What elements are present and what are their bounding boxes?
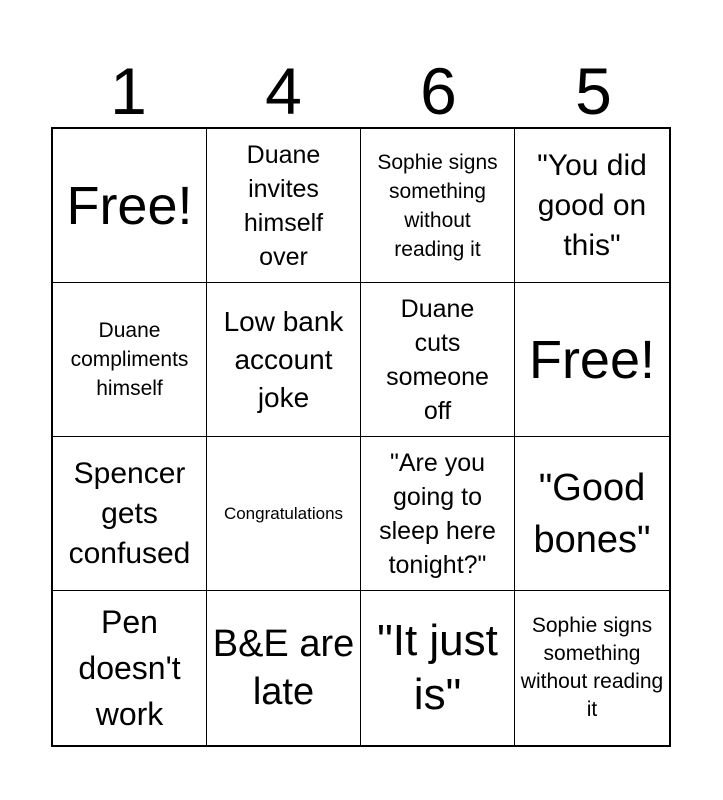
bingo-cell-r2c4[interactable] <box>515 283 669 437</box>
header-number-4: 5 <box>575 54 612 128</box>
bingo-cell-r1c4[interactable] <box>515 129 669 283</box>
cell-text: Spencer gets confused <box>68 456 191 570</box>
cell-text: Sophie signs something without reading it <box>377 150 498 261</box>
bingo-board <box>51 127 671 747</box>
bingo-cell-r3c1[interactable] <box>53 437 207 591</box>
cell-text: Duane cuts someone off <box>386 294 489 425</box>
cell-text: Sophie signs something without reading it <box>520 614 664 721</box>
bingo-cell-r4c2[interactable] <box>207 591 361 745</box>
cell-text: "It just is" <box>377 616 498 719</box>
bingo-cell-r3c4[interactable] <box>515 437 669 591</box>
cell-text: Duane compliments himself <box>70 319 189 400</box>
bingo-cell-r3c3[interactable] <box>361 437 515 591</box>
cell-text: B&E are late <box>212 623 355 713</box>
bingo-cell-r1c2[interactable] <box>207 129 361 283</box>
bingo-cell-r4c1[interactable] <box>53 591 207 745</box>
cell-text: Pen doesn't work <box>78 604 181 732</box>
bingo-cell-r2c1[interactable] <box>53 283 207 437</box>
cell-text: Congratulations <box>223 503 344 523</box>
cell-text: Duane invites himself over <box>243 140 324 271</box>
bingo-cell-r2c3[interactable] <box>361 283 515 437</box>
cell-text: "Are you going to sleep here tonight?" <box>379 448 496 579</box>
bingo-cell-r2c2[interactable] <box>207 283 361 437</box>
header-number-2: 4 <box>265 54 302 128</box>
bingo-cell-r1c3[interactable] <box>361 129 515 283</box>
bingo-cell-r4c4[interactable] <box>515 591 669 745</box>
cell-text: "Good bones" <box>533 466 651 561</box>
bingo-cell-r4c3[interactable] <box>361 591 515 745</box>
cell-text: Free! <box>528 329 656 390</box>
header-number-1: 1 <box>110 54 147 128</box>
bingo-header <box>51 54 671 128</box>
header-number-3: 6 <box>420 54 457 128</box>
bingo-cell-r3c2[interactable] <box>207 437 361 591</box>
bingo-cell-r1c1[interactable] <box>53 129 207 283</box>
cell-text: Free! <box>66 175 193 236</box>
cell-text: Low bank account joke <box>223 305 344 413</box>
cell-text: "You did good on this" <box>537 148 647 262</box>
